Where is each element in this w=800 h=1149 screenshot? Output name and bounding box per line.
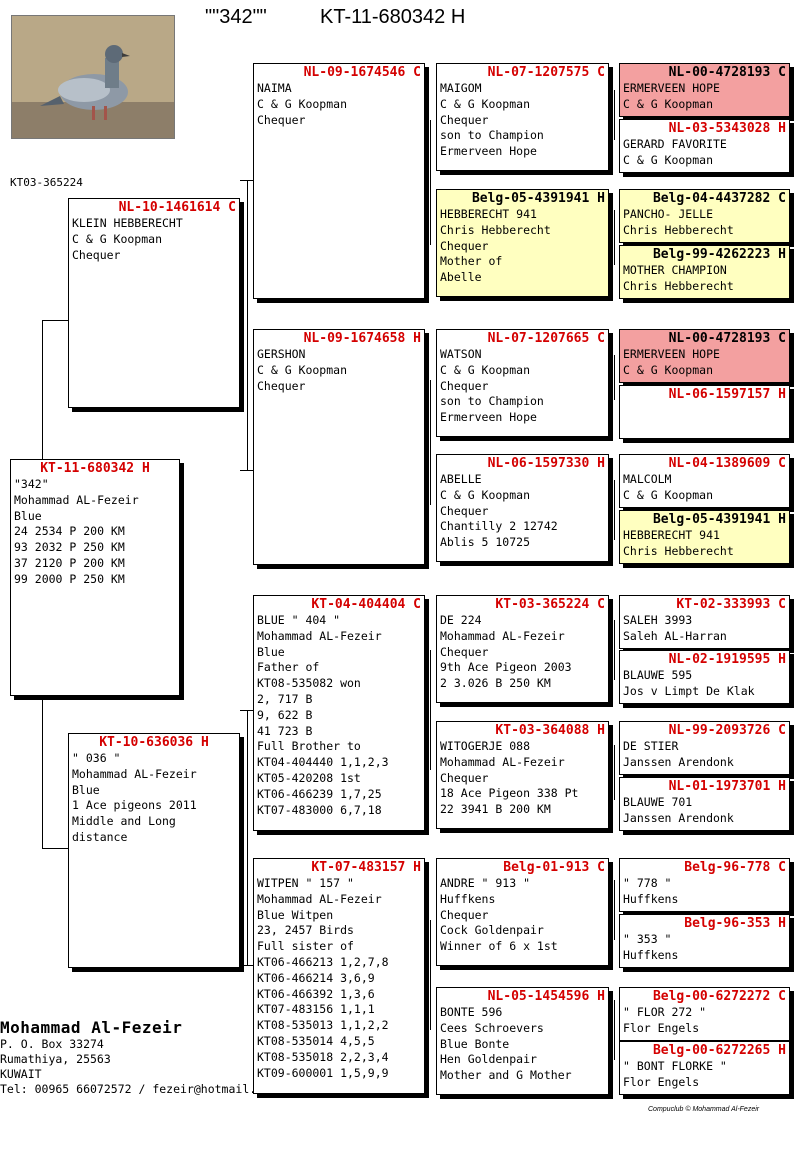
ring-number: Belg-96-778 C xyxy=(684,860,786,875)
ring-number: NL-02-1919595 H xyxy=(668,652,786,667)
card-lines xyxy=(623,347,786,379)
card-lines xyxy=(72,216,236,263)
connector xyxy=(614,355,615,400)
connector xyxy=(240,965,253,966)
ring-number: NL-04-1389609 C xyxy=(668,456,786,471)
pedigree-card-g5 xyxy=(619,329,790,383)
card-lines xyxy=(623,1059,786,1091)
card-line: 18 Ace Pigeon 338 Pt xyxy=(440,786,579,801)
card-line: Flor Engels xyxy=(623,1020,700,1035)
ring-number: KT-03-364088 H xyxy=(495,723,605,738)
card-line: Jos v Limpt De Klak xyxy=(623,683,755,698)
ring-number: NL-06-1597330 H xyxy=(487,456,605,471)
pedigree-card-dam xyxy=(68,733,240,968)
card-line: KT06-466213 1,2,7,8 xyxy=(257,954,389,969)
pedigree-card-dam-dam xyxy=(253,858,425,1094)
pedigree-card-dds xyxy=(436,858,609,966)
card-line: Flor Engels xyxy=(623,1074,700,1089)
card-line: Mohammad AL-Fezeir xyxy=(257,891,382,906)
card-line: BONTE 596 xyxy=(440,1005,503,1019)
pedigree-card-g9 xyxy=(619,595,790,649)
card-lines xyxy=(623,528,786,560)
connector xyxy=(430,920,431,1030)
card-line: HEBBERECHT 941 xyxy=(623,528,720,542)
card-line: C & G Koopman xyxy=(72,231,163,246)
ring-number: NL-07-1207575 C xyxy=(487,65,605,80)
card-line: Blue Bonte xyxy=(440,1036,510,1051)
owner-line: Tel: 00965 66072572 / fezeir@hotmail. xyxy=(0,1082,257,1096)
card-line: SALEH 3993 xyxy=(623,613,693,627)
connector xyxy=(614,480,615,540)
card-lines xyxy=(623,876,786,908)
card-line: 23, 2457 Birds xyxy=(257,923,354,938)
card-line: Abelle xyxy=(440,270,482,285)
ring-number: NL-09-1674546 C xyxy=(303,65,421,80)
card-line: ERMERVEEN HOPE xyxy=(623,81,720,95)
connector xyxy=(614,210,615,265)
card-line: Blue xyxy=(72,782,100,797)
card-line: Chequer xyxy=(440,238,489,253)
pigeon-name: ""342"" xyxy=(205,6,267,28)
pedigree-card-g3 xyxy=(619,189,790,243)
card-lines xyxy=(623,207,786,239)
card-lines xyxy=(257,613,421,818)
pedigree-card-g16 xyxy=(619,1041,790,1095)
card-lines xyxy=(623,739,786,771)
card-lines xyxy=(440,207,605,286)
card-line: DE 224 xyxy=(440,613,482,627)
card-line: Chequer xyxy=(440,378,489,393)
connector xyxy=(614,620,615,680)
card-line: Mohammad AL-Fezeir xyxy=(440,754,565,769)
connector xyxy=(247,710,248,965)
ring-number: KT-04-404404 C xyxy=(311,597,421,612)
card-line: "342" xyxy=(14,477,49,491)
pedigree-card-g4 xyxy=(619,245,790,299)
connector xyxy=(614,1000,615,1060)
card-line: ABELLE xyxy=(440,472,482,486)
card-line: Mother of xyxy=(440,254,503,269)
card-line: WATSON xyxy=(440,347,482,361)
pedigree-card-sss xyxy=(436,63,609,171)
card-lines xyxy=(623,668,786,700)
connector xyxy=(430,120,431,245)
ring-number: NL-99-2093726 C xyxy=(668,723,786,738)
card-lines xyxy=(257,876,421,1081)
card-line: C & G Koopman xyxy=(440,362,531,377)
card-line: GERARD FAVORITE xyxy=(623,137,727,151)
card-line: MALCOLM xyxy=(623,472,672,486)
card-line: " 778 " xyxy=(623,876,672,890)
card-line: Janssen Arendonk xyxy=(623,810,734,825)
pedigree-card-g14 xyxy=(619,914,790,968)
connector xyxy=(42,320,43,460)
card-line: Ermerveen Hope xyxy=(440,410,537,425)
card-line: Huffkens xyxy=(440,891,496,906)
pedigree-card-sire-dam xyxy=(253,329,425,565)
card-line: Huffkens xyxy=(623,891,679,906)
ring-number: NL-03-5343028 H xyxy=(668,121,786,136)
pedigree-card-ssd xyxy=(436,189,609,297)
card-lines xyxy=(440,81,605,160)
card-line: PANCHO- JELLE xyxy=(623,207,714,221)
card-line: 99 2000 P 250 KM xyxy=(14,571,125,586)
card-line: Cees Schroevers xyxy=(440,1020,544,1035)
card-line: Chris Hebberecht xyxy=(623,222,734,237)
card-lines xyxy=(440,739,605,818)
card-line: 2, 717 B xyxy=(257,691,313,706)
ring-number: Belg-05-4391941 H xyxy=(652,512,786,527)
card-lines xyxy=(440,876,605,955)
ring-number: KT-02-333993 C xyxy=(676,597,786,612)
ring-number: Belg-96-353 H xyxy=(684,916,786,931)
card-line: KLEIN HEBBERECHT xyxy=(72,216,183,230)
card-line: Blue xyxy=(257,644,285,659)
ring-number: Belg-05-4391941 H xyxy=(471,191,605,206)
pedigree-card-ddd xyxy=(436,987,609,1095)
card-line: C & G Koopman xyxy=(257,362,348,377)
card-lines xyxy=(623,932,786,964)
card-lines xyxy=(72,751,236,846)
card-line: Mohammad AL-Fezeir xyxy=(440,628,565,643)
card-line: " FLOR 272 " xyxy=(623,1005,707,1019)
pedigree-card-g15 xyxy=(619,987,790,1041)
ring-number: KT-03-365224 C xyxy=(495,597,605,612)
card-line: C & G Koopman xyxy=(623,96,714,111)
side-ring-label: KT03-365224 xyxy=(10,176,83,189)
card-line: " BONT FLORKE " xyxy=(623,1059,727,1073)
ring-number: NL-06-1597157 H xyxy=(668,387,786,402)
card-line: Huffkens xyxy=(623,947,679,962)
pedigree-card-g2 xyxy=(619,119,790,173)
card-line: ERMERVEEN HOPE xyxy=(623,347,720,361)
pedigree-card-sdd xyxy=(436,454,609,562)
pedigree-card-sire-sire xyxy=(253,63,425,299)
card-line: Chequer xyxy=(440,112,489,127)
pedigree-card-g11 xyxy=(619,721,790,775)
card-line: MOTHER CHAMPION xyxy=(623,263,727,277)
card-line: WITOGERJE 088 xyxy=(440,739,531,753)
connector xyxy=(430,650,431,770)
card-line: Chris Hebberecht xyxy=(623,543,734,558)
card-line: Janssen Arendonk xyxy=(623,754,734,769)
pigeon-photo xyxy=(11,15,175,139)
pedigree-card-g13 xyxy=(619,858,790,912)
card-line: KT08-535018 2,2,3,4 xyxy=(257,1049,389,1064)
pedigree-card-sire xyxy=(68,198,240,408)
card-line: KT06-466392 1,3,6 xyxy=(257,986,375,1001)
card-line: " 036 " xyxy=(72,751,121,765)
card-line: C & G Koopman xyxy=(440,96,531,111)
card-line: 37 2120 P 200 KM xyxy=(14,555,125,570)
ring-number: NL-07-1207665 C xyxy=(487,331,605,346)
card-line: C & G Koopman xyxy=(257,96,348,111)
card-line: Winner of 6 x 1st xyxy=(440,939,558,954)
connector xyxy=(247,180,248,470)
card-line: KT08-535014 4,5,5 xyxy=(257,1033,375,1048)
card-line: Chris Hebberecht xyxy=(623,278,734,293)
card-lines xyxy=(623,472,786,504)
card-line: C & G Koopman xyxy=(623,362,714,377)
card-line: 22 3941 B 200 KM xyxy=(440,802,551,817)
pigeon-ring-title: KT-11-680342 H xyxy=(320,6,466,28)
owner-line: P. O. Box 33274 xyxy=(0,1037,104,1051)
ring-number: Belg-01-913 C xyxy=(503,860,605,875)
card-line: Cock Goldenpair xyxy=(440,923,544,938)
card-line: son to Champion xyxy=(440,128,544,143)
card-line: 9, 622 B xyxy=(257,707,313,722)
card-lines xyxy=(257,81,421,128)
card-lines xyxy=(257,347,421,394)
card-line: Chequer xyxy=(72,247,121,262)
connector xyxy=(430,380,431,505)
card-lines xyxy=(623,137,786,169)
pedigree-card-sds xyxy=(436,329,609,437)
card-line: DE STIER xyxy=(623,739,679,753)
card-line: Blue Witpen xyxy=(257,907,334,922)
card-lines xyxy=(440,472,605,551)
card-line: GERSHON xyxy=(257,347,306,361)
card-line: KT07-483000 6,7,18 xyxy=(257,802,382,817)
ring-number: Belg-99-4262223 H xyxy=(652,247,786,262)
card-line: C & G Koopman xyxy=(623,487,714,502)
pedigree-card-dss xyxy=(436,595,609,703)
card-lines xyxy=(623,795,786,827)
card-line: ANDRE " 913 " xyxy=(440,876,531,890)
ring-number: Belg-04-4437282 C xyxy=(652,191,786,206)
connector xyxy=(42,848,69,849)
card-lines xyxy=(14,477,176,588)
card-line: NAIMA xyxy=(257,81,292,95)
connector xyxy=(614,745,615,800)
owner-line: Rumathiya, 25563 xyxy=(0,1052,111,1066)
ring-number: Belg-00-6272272 C xyxy=(652,989,786,1004)
card-line: Chequer xyxy=(257,112,306,127)
card-line: Hen Goldenpair xyxy=(440,1052,537,1067)
ring-number: KT-11-680342 H xyxy=(40,461,150,476)
card-lines xyxy=(623,613,786,645)
pedigree-card-dam-sire xyxy=(253,595,425,831)
card-line: Middle and Long xyxy=(72,814,176,829)
ring-number: NL-01-1973701 H xyxy=(668,779,786,794)
card-lines xyxy=(440,613,605,692)
card-line: Mohammad AL-Fezeir xyxy=(257,628,382,643)
card-lines xyxy=(440,1005,605,1084)
card-lines xyxy=(623,263,786,295)
connector xyxy=(614,90,615,140)
card-line: Father of xyxy=(257,660,320,675)
card-lines xyxy=(440,347,605,426)
pedigree-card-subject xyxy=(10,459,180,696)
ring-number: NL-10-1461614 C xyxy=(118,200,236,215)
card-line: C & G Koopman xyxy=(623,152,714,167)
connector xyxy=(240,180,253,181)
card-line: KT06-466239 1,7,25 xyxy=(257,786,382,801)
owner-name: Mohammad Al-Fezeir xyxy=(0,1018,183,1037)
connector xyxy=(614,880,615,940)
ring-number: KT-07-483157 H xyxy=(311,860,421,875)
connector xyxy=(42,320,69,321)
credit-text: Compuclub © Mohammad Al-Fezeir xyxy=(648,1106,760,1113)
card-lines xyxy=(623,81,786,113)
owner-block xyxy=(0,1018,256,1097)
card-line: Full Brother to xyxy=(257,739,361,754)
pedigree-card-g12 xyxy=(619,777,790,831)
card-line: Chequer xyxy=(257,378,306,393)
card-line: 41 723 B xyxy=(257,723,313,738)
connector xyxy=(42,698,43,848)
card-lines xyxy=(623,1005,786,1037)
pedigree-card-g7 xyxy=(619,454,790,508)
card-line: 9th Ace Pigeon 2003 xyxy=(440,660,572,675)
card-line: 1 Ace pigeons 2011 xyxy=(72,798,197,813)
card-line: KT07-483156 1,1,1 xyxy=(257,1002,375,1017)
card-line: Chequer xyxy=(440,503,489,518)
card-line: Chequer xyxy=(440,770,489,785)
pedigree-card-g6 xyxy=(619,385,790,439)
card-line: Full sister of xyxy=(257,939,354,954)
card-line: KT06-466214 3,6,9 xyxy=(257,970,375,985)
card-line: BLAUWE 595 xyxy=(623,668,693,682)
card-line: Ablis 5 10725 xyxy=(440,535,531,550)
card-line: BLAUWE 701 xyxy=(623,795,693,809)
card-line: son to Champion xyxy=(440,394,544,409)
card-line: KT04-404440 1,1,2,3 xyxy=(257,755,389,770)
ring-number: NL-09-1674658 H xyxy=(303,331,421,346)
pedigree-card-dsd xyxy=(436,721,609,829)
card-line: WITPEN " 157 " xyxy=(257,876,354,890)
card-line: KT05-420208 1st xyxy=(257,770,361,785)
card-line: 93 2032 P 250 KM xyxy=(14,540,125,555)
card-line: Ermerveen Hope xyxy=(440,144,537,159)
card-line: KT09-600001 1,5,9,9 xyxy=(257,1065,389,1080)
card-line: BLUE " 404 " xyxy=(257,613,341,627)
card-line: KT08-535082 won xyxy=(257,676,361,691)
card-line: Blue xyxy=(14,508,42,523)
connector xyxy=(240,470,253,471)
card-line: KT08-535013 1,1,2,2 xyxy=(257,1018,389,1033)
connector xyxy=(240,710,253,711)
pedigree-card-g10 xyxy=(619,650,790,704)
card-line: MAIGOM xyxy=(440,81,482,95)
ring-number: KT-10-636036 H xyxy=(99,735,209,750)
card-line: Mohammad AL-Fezeir xyxy=(14,492,139,507)
card-line: Mother and G Mother xyxy=(440,1068,572,1083)
card-line: 24 2534 P 200 KM xyxy=(14,524,125,539)
ring-number: Belg-00-6272265 H xyxy=(652,1043,786,1058)
card-line: Saleh AL-Harran xyxy=(623,628,727,643)
card-line: C & G Koopman xyxy=(440,487,531,502)
card-line: Mohammad AL-Fezeir xyxy=(72,766,197,781)
card-line: " 353 " xyxy=(623,932,672,946)
card-line: 2 3.026 B 250 KM xyxy=(440,676,551,691)
pedigree-card-g8 xyxy=(619,510,790,564)
owner-line: KUWAIT xyxy=(0,1067,42,1081)
ring-number: NL-00-4728193 C xyxy=(668,331,786,346)
card-line: Chequer xyxy=(440,907,489,922)
card-line: Chequer xyxy=(440,644,489,659)
card-line: Chantilly 2 12742 xyxy=(440,519,558,534)
card-line: Chris Hebberecht xyxy=(440,222,551,237)
ring-number: NL-05-1454596 H xyxy=(487,989,605,1004)
card-line: HEBBERECHT 941 xyxy=(440,207,537,221)
ring-number: NL-00-4728193 C xyxy=(668,65,786,80)
card-line: distance xyxy=(72,829,128,844)
pedigree-card-g1 xyxy=(619,63,790,117)
